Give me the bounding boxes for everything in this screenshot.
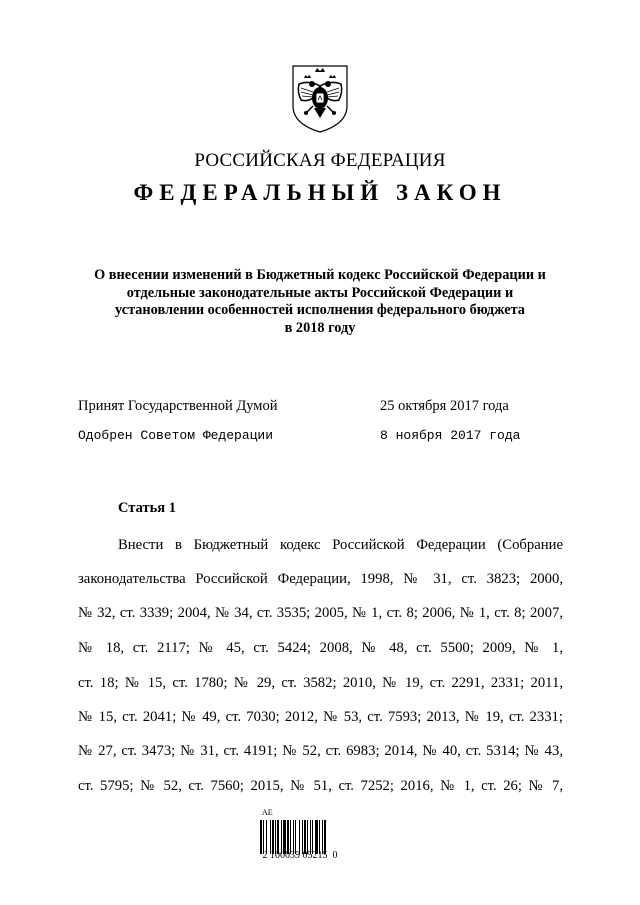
article-text-line: ст. 18; № 15, ст. 1780; № 29, ст. 3582; 2010, № 19, ст. 2291, 2331; 2011,: [78, 675, 563, 691]
article-text-line: Внести в Бюджетный кодекс Российской Федерации (Собрание: [118, 537, 563, 553]
barcode-digits: 2 100039 05215 0: [262, 850, 338, 861]
article-heading: Статья 1: [118, 500, 176, 516]
law-title-line: О внесении изменений в Бюджетный кодекс Российской Федерации и: [94, 267, 546, 283]
article-text-line: № 15, ст. 2041; № 49, ст. 7030; 2012, № 53, ст. 7593; 2013, № 19, ст. 2331;: [78, 709, 563, 725]
adoption-label: Одобрен Советом Федерации: [78, 428, 274, 443]
emblem-icon: [289, 62, 351, 134]
country-name: РОССИЙСКАЯ ФЕДЕРАЦИЯ: [194, 150, 446, 171]
law-title-line: в 2018 году: [284, 319, 356, 336]
article-text-line: № 18, ст. 2117; № 45, ст. 5424; 2008, № 48, ст. 5500; 2009, № 1,: [78, 640, 563, 656]
article-text-line: № 32, ст. 3339; 2004, № 34, ст. 3535; 2005, № 1, ст. 8; 2006, № 1, ст. 8; 2007,: [78, 605, 563, 621]
law-title: [70, 267, 570, 337]
article-text-line: № 27, ст. 3473; № 31, ст. 4191; № 52, ст. 6983; 2014, № 40, ст. 5314; № 43,: [78, 743, 563, 759]
adoption-date: 25 октября 2017 года: [380, 398, 509, 414]
barcode-mark: АЕ: [262, 808, 273, 817]
law-type-heading: ФЕДЕРАЛЬНЫЙ ЗАКОН: [133, 180, 507, 205]
article-text-line: законодательства Российской Федерации, 1998, № 31, ст. 3823; 2000,: [78, 571, 563, 587]
adoption-date: 8 ноября 2017 года: [380, 428, 521, 443]
adoption-label: Принят Государственной Думой: [78, 398, 278, 414]
law-title-line: отдельные законодательные акты Российской Федерации и: [126, 284, 514, 301]
law-title-line: установлении особенностей исполнения федерального бюджета: [115, 302, 525, 318]
barcode-icon: [258, 812, 340, 884]
article-text-line: ст. 5795; № 52, ст. 7560; 2015, № 51, ст. 7252; 2016, № 1, ст. 26; № 7,: [78, 778, 563, 794]
